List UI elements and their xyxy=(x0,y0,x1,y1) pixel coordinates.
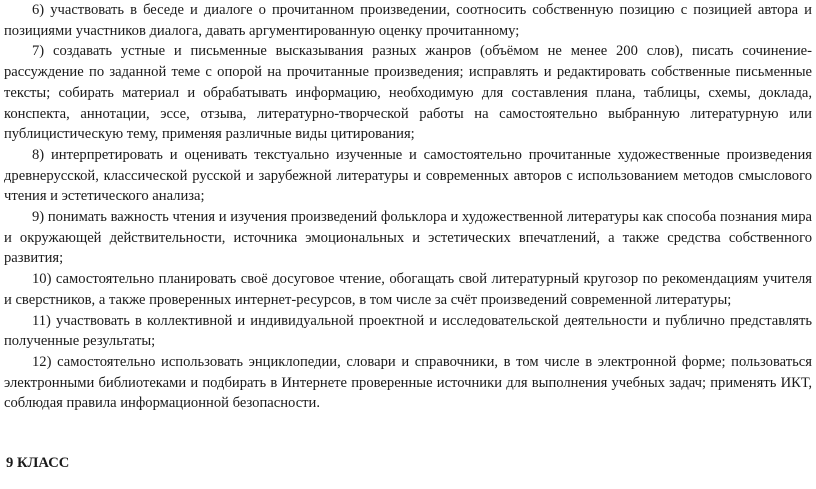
list-item-9: 9) понимать важность чтения и изучения произведений фольклора и художественной литературы как способа познания мира и окружающей действительности, источника эмоциональных и эстетических впечатлений, а также средства собственного развития; xyxy=(4,209,812,267)
list-item-7: 7) создавать устные и письменные высказывания разных жанров (объёмом не менее 200 слов), писать сочинение-рассуждение по заданной теме с опорой на прочитанные произведения; исправлять и редактировать собственные письменные тексты; собирать материал и обрабатывать информацию, необходимую для составления плана, таблицы, схемы, доклада, конспекта, аннотации, эссе, отзыва, литературно-творческой работы на самостоятельно выбранную литературную или публицистическую тему, применяя различные виды цитирования; xyxy=(4,43,812,143)
list-item-10: 10) самостоятельно планировать своё досуговое чтение, обогащать свой литературный кругозор по рекомендациям учителя и сверстников, а также проверенных интернет-ресурсов, в том числе за счёт произведений современной литературы; xyxy=(4,271,812,308)
section-heading: 9 КЛАСС xyxy=(6,455,70,471)
list-item-11: 11) участвовать в коллективной и индивидуальной проектной и исследовательской деятельности и публично представлять полученные результаты; xyxy=(4,312,812,350)
list-item-8: 8) интерпретировать и оценивать текстуально изученные и самостоятельно прочитанные художественные произведения древнерусской, классической русской и зарубежной литературы и современных авторов с использованием методов смыслового чтения и эстетического анализа; xyxy=(4,146,812,205)
list-item-6: 6) участвовать в беседе и диалоге о прочитанном произведении, соотносить собственную позицию с позицией автора и позициями участников диалога, давать аргументированную оценку прочитанному; xyxy=(4,2,812,39)
list-item-12: 12) самостоятельно использовать энциклопедии, словари и справочники, в том числе в электронной форме; пользоваться электронными библиотеками и подбирать в Интернете проверенные источники для выполнения учебных задач; применять ИКТ, соблюдая правила информационной безопасности. xyxy=(4,353,812,412)
